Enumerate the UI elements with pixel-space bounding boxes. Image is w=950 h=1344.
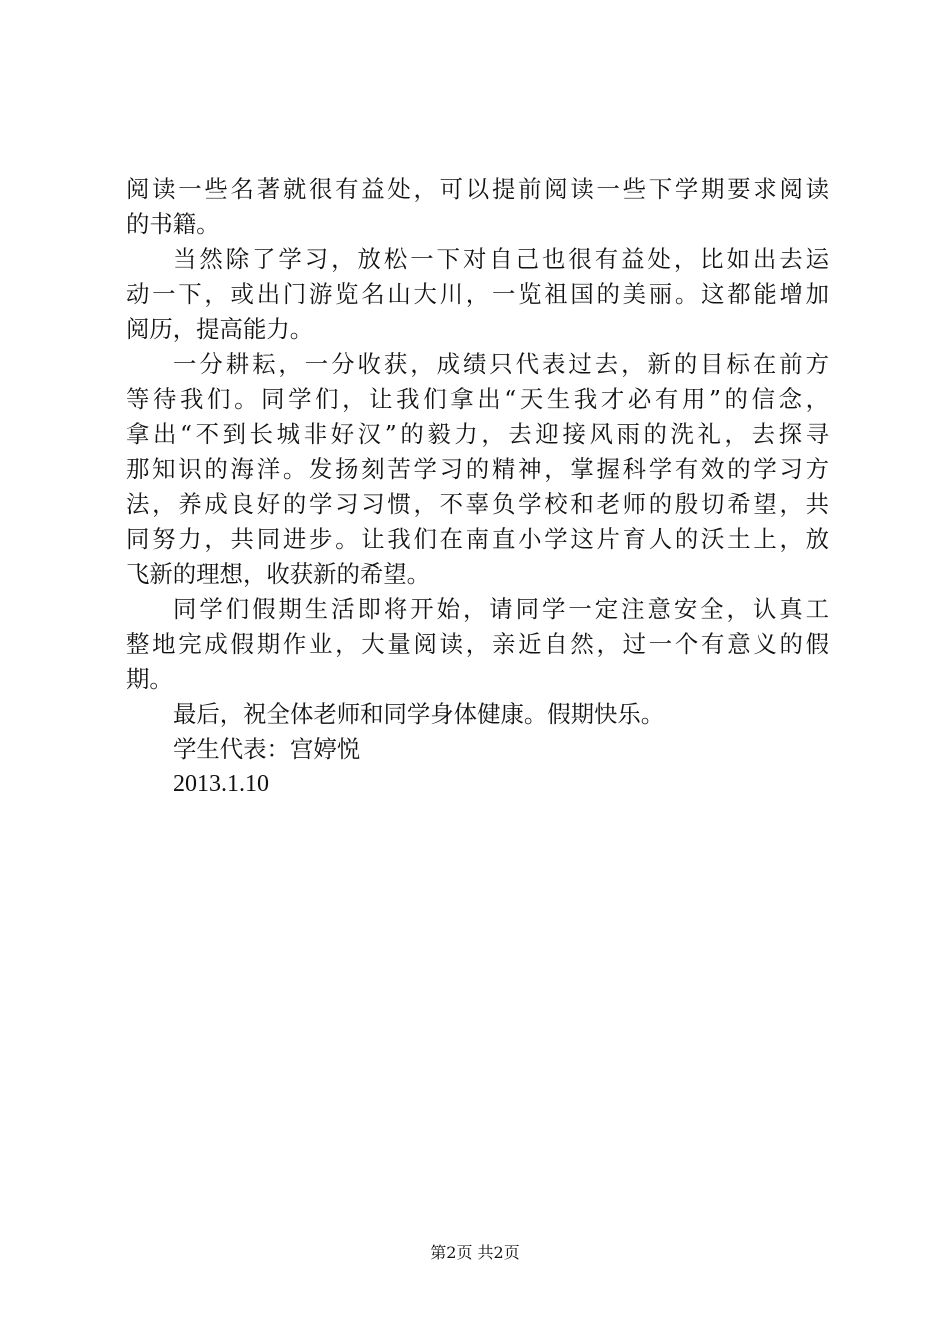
text-line: 同努力，共同进步。让我们在南直小学这片育人的沃土上，放 <box>126 525 829 553</box>
text-line: 拿出“不到长城非好汉”的毅力，去迎接风雨的洗礼，去探寻 <box>126 420 829 448</box>
text-line: 期。 <box>126 665 173 693</box>
text-line: 阅读一些名著就很有益处，可以提前阅读一些下学期要求阅读 <box>126 175 829 203</box>
closing-wish: 最后，祝全体老师和同学身体健康。假期快乐。 <box>173 700 665 728</box>
document-body <box>126 172 829 802</box>
page-footer: 第2页 共2页 <box>430 1243 520 1262</box>
text-line: 整地完成假期作业，大量阅读，亲近自然，过一个有意义的假 <box>126 630 829 658</box>
text-line: 那知识的海洋。发扬刻苦学习的精神，掌握科学有效的学习方 <box>126 455 829 483</box>
paragraph-start-line: 当然除了学习，放松一下对自己也很有益处，比如出去运 <box>173 245 829 273</box>
text-line: 阅历，提高能力。 <box>126 315 314 343</box>
text-line: 的书籍。 <box>126 210 220 238</box>
text-line: 飞新的理想，收获新的希望。 <box>126 560 431 588</box>
text-line: 法，养成良好的学习习惯，不辜负学校和老师的殷切希望，共 <box>126 490 829 518</box>
signature-line: 学生代表：宫婷悦 <box>173 735 361 763</box>
paragraph-start-line: 一分耕耘，一分收获，成绩只代表过去，新的目标在前方 <box>173 350 829 378</box>
text-line: 等待我们。同学们，让我们拿出“天生我才必有用”的信念， <box>126 385 829 413</box>
text-line: 动一下，或出门游览名山大川，一览祖国的美丽。这都能增加 <box>126 280 829 308</box>
paragraph-start-line: 同学们假期生活即将开始，请同学一定注意安全，认真工 <box>173 595 829 623</box>
date-line: 2013.1.10 <box>173 771 269 797</box>
